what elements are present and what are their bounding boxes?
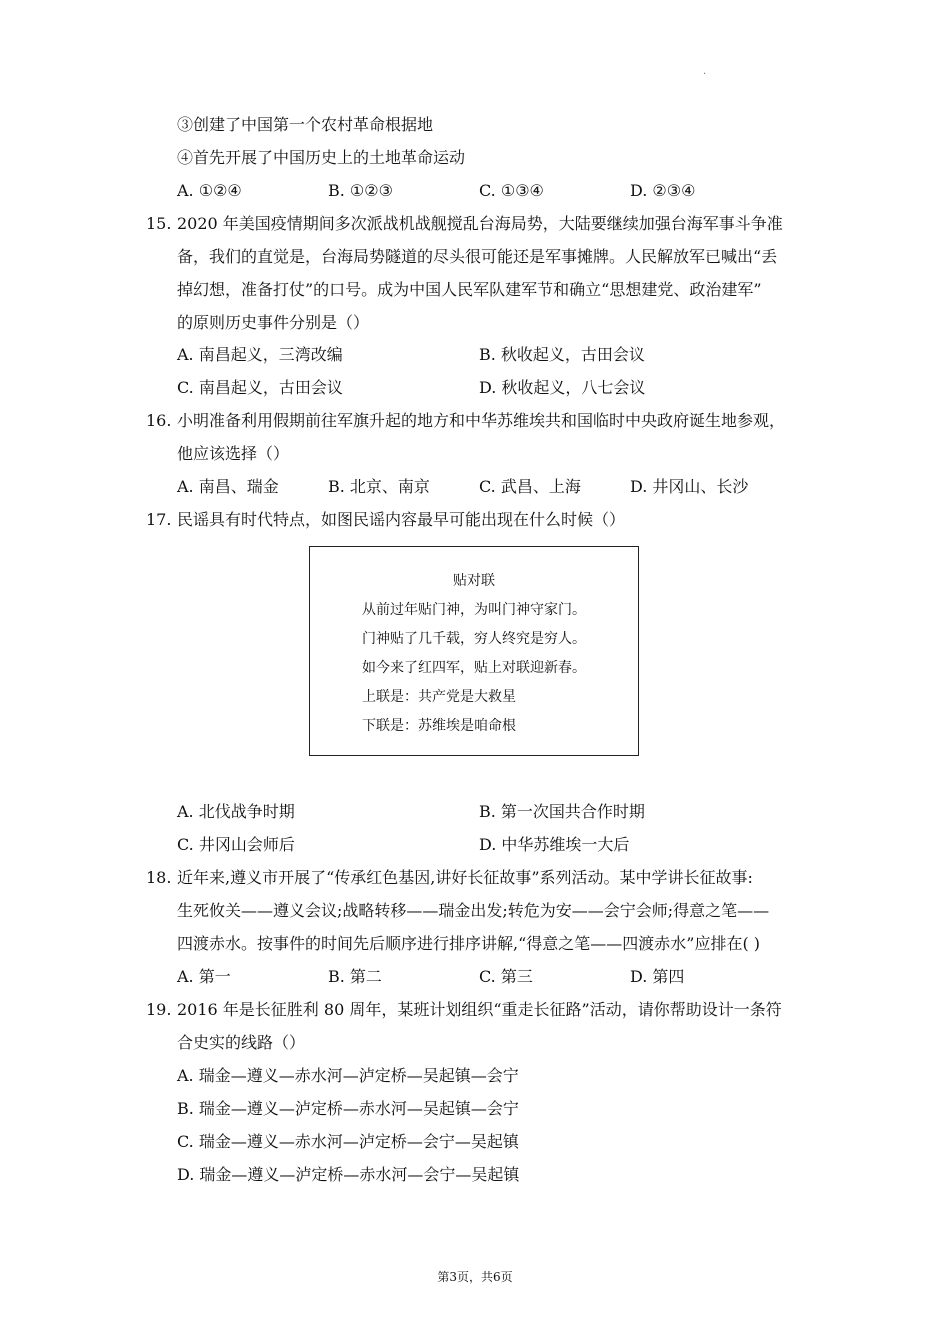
q17-number: 17. xyxy=(146,510,172,529)
q18-option-c: C. 第三 xyxy=(479,967,533,986)
q16-option-b: B. 北京、南京 xyxy=(328,477,430,496)
q18-option-a: A. 第一 xyxy=(177,967,231,986)
q18-option-d: D. 第四 xyxy=(630,967,685,986)
q16-text-line: 小明准备利用假期前往军旗升起的地方和中华苏维埃共和国临时中央政府诞生地参观， xyxy=(177,411,786,430)
q15-option-c: C. 南昌起义，古田会议 xyxy=(177,378,343,397)
folk-song-line: 门神贴了几千载，穷人终究是穷人。 xyxy=(362,631,586,647)
q18-number: 18. xyxy=(146,868,172,887)
q14-statement-4: ④首先开展了中国历史上的土地革命运动 xyxy=(177,148,466,167)
q17-option-b: B. 第一次国共合作时期 xyxy=(479,802,645,821)
q16-option-d: D. 井冈山、长沙 xyxy=(630,477,749,496)
folk-song-box xyxy=(309,546,639,756)
q16-text-line: 他应该选择（） xyxy=(177,444,290,463)
q17-text-line: 民谣具有时代特点，如图民谣内容最早可能出现在什么时候（） xyxy=(177,510,626,529)
folk-song-line: 从前过年贴门神，为叫门神守家门。 xyxy=(362,602,586,618)
q15-number: 15. xyxy=(146,214,172,233)
folk-song-line: 如今来了红四军，贴上对联迎新春。 xyxy=(362,660,586,676)
top-mark: . xyxy=(703,66,707,77)
q17-option-c: C. 井冈山会师后 xyxy=(177,835,295,854)
q17-option-a: A. 北伐战争时期 xyxy=(177,802,295,821)
q18-option-b: B. 第二 xyxy=(328,967,382,986)
q16-option-c: C. 武昌、上海 xyxy=(479,477,581,496)
q16-option-a: A. 南昌、瑞金 xyxy=(177,477,279,496)
q19-option-d: D. 瑞金—遵义—泸定桥—赤水河—会宁—吴起镇 xyxy=(177,1165,520,1184)
q19-option-c: C. 瑞金—遵义—赤水河—泸定桥—会宁—吴起镇 xyxy=(177,1132,519,1151)
q15-option-a: A. 南昌起义，三湾改编 xyxy=(177,345,343,364)
q19-text-line: 2016 年是长征胜利 80 周年，某班计划组织“重走长征路”活动，请你帮助设计一条符 xyxy=(177,1000,782,1019)
q19-number: 19. xyxy=(146,1000,172,1019)
q14-option-b: B. ①②③ xyxy=(328,181,393,200)
q15-option-d: D. 秋收起义，八七会议 xyxy=(479,378,646,397)
q18-text-line: 近年来,遵义市开展了“传承红色基因,讲好长征故事”系列活动。某中学讲长征故事: xyxy=(177,868,753,887)
folk-song-line: 下联是：苏维埃是咱命根 xyxy=(362,718,516,734)
q15-text-line: 备，我们的直觉是，台海局势隧道的尽头很可能还是军事摊牌。人民解放军已喊出“丢 xyxy=(177,247,778,266)
q14-statement-3: ③创建了中国第一个农村革命根据地 xyxy=(177,115,434,134)
q19-option-b: B. 瑞金—遵义—泸定桥—赤水河—吴起镇—会宁 xyxy=(177,1099,519,1118)
q14-option-c: C. ①③④ xyxy=(479,181,544,200)
q19-option-a: A. 瑞金—遵义—赤水河—泸定桥—吴起镇—会宁 xyxy=(177,1066,519,1085)
q15-text-line: 2020 年美国疫情期间多次派战机战舰搅乱台海局势，大陆要继续加强台海军事斗争准 xyxy=(177,214,783,233)
folk-song-title: 贴对联 xyxy=(453,573,495,589)
folk-song-line: 上联是：共产党是大救星 xyxy=(362,689,516,705)
q15-text-line: 的原则历史事件分别是（） xyxy=(177,313,370,332)
q15-text-line: 掉幻想，准备打仗”的口号。成为中国人民军队建军节和确立“思想建党、政治建军” xyxy=(177,280,762,299)
q15-option-b: B. 秋收起义，古田会议 xyxy=(479,345,645,364)
q14-option-a: A. ①②④ xyxy=(177,181,242,200)
q17-option-d: D. 中华苏维埃一大后 xyxy=(479,835,630,854)
q16-number: 16. xyxy=(146,411,172,430)
q14-option-d: D. ②③④ xyxy=(630,181,696,200)
q19-text-line: 合史实的线路（） xyxy=(177,1033,306,1052)
page-footer: 第3页，共6页 xyxy=(437,1270,513,1284)
q18-text-line: 四渡赤水。按事件的时间先后顺序进行排序讲解,“得意之笔——四渡赤水”应排在( ) xyxy=(177,934,761,953)
q18-text-line: 生死攸关——遵义会议;战略转移——瑞金出发;转危为安——会宁会师;得意之笔—— xyxy=(177,901,770,920)
